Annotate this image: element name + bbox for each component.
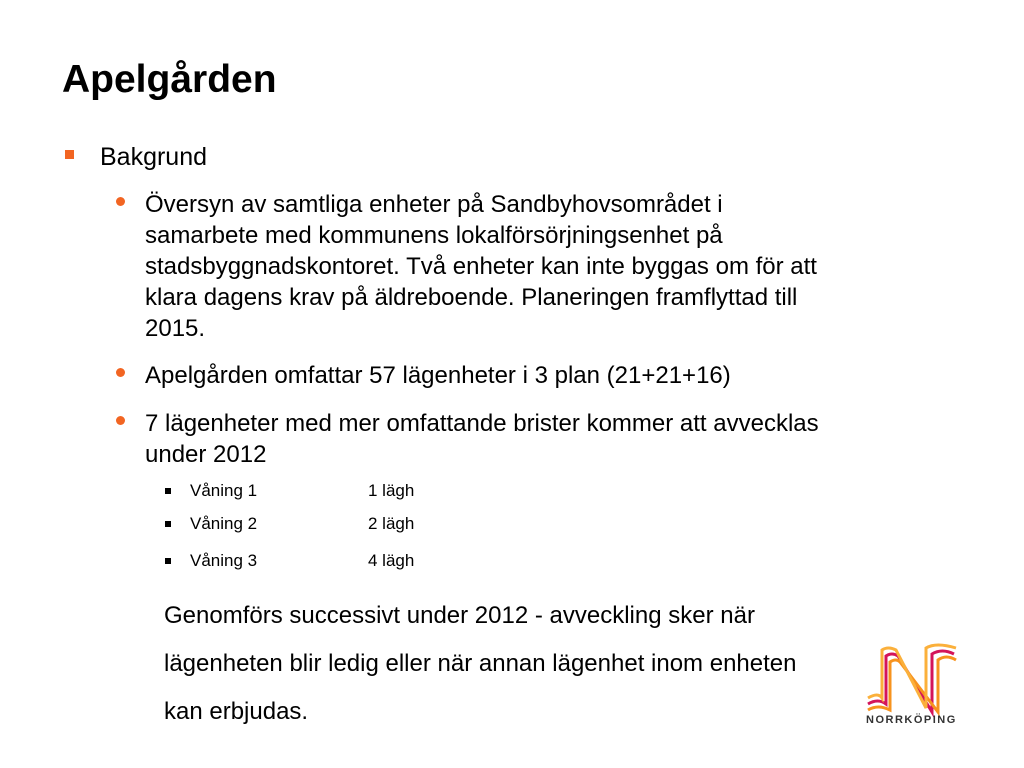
floor-2-label: Våning 2 (190, 514, 258, 533)
slide-title: Apelgården (62, 58, 277, 101)
text-line: Genomförs successivt under 2012 - avveckling sker när (164, 602, 755, 629)
floor-2-value: 2 lägh (368, 514, 415, 533)
bullet-1 (145, 189, 817, 344)
text-line: klara dagens krav på äldreboende. Planeringen framflyttad till (145, 284, 798, 311)
text-line: lägenheten blir ledig eller när annan lägenhet inom enheten (164, 650, 797, 677)
heading-bakgrund: Bakgrund (100, 143, 208, 171)
text-line: under 2012 (145, 441, 267, 468)
small-square-bullet-icon (165, 558, 171, 564)
logo-text: NORRKÖPING (866, 714, 957, 726)
square-bullet-icon (65, 150, 74, 159)
floor-1-label: Våning 1 (190, 481, 258, 500)
text-line: 2015. (145, 315, 206, 342)
bullet-dot-icon (116, 416, 125, 425)
text-line: 7 lägenheter med mer omfattande brister kommer att avvecklas (145, 410, 819, 437)
text-line: stadsbyggnadskontoret. Två enheter kan inte byggas om för att (145, 253, 817, 280)
text-line: Översyn av samtliga enheter på Sandbyhovsområdet i (145, 191, 723, 218)
small-square-bullet-icon (165, 488, 171, 494)
text-line: Apelgården omfattar 57 lägenheter i 3 plan (21+21+16) (145, 362, 731, 389)
bullet-dot-icon (116, 197, 125, 206)
text-line: samarbete med kommunens lokalförsörjningsenhet på (145, 222, 723, 249)
bullet-dot-icon (116, 368, 125, 377)
bullet-2 (145, 360, 731, 391)
bullet-3 (145, 408, 819, 470)
text-line: kan erbjudas. (164, 698, 309, 725)
floor-1-value: 1 lägh (368, 481, 415, 500)
small-square-bullet-icon (165, 521, 171, 527)
closing-paragraph (164, 592, 796, 736)
floor-3-value: 4 lägh (368, 551, 415, 570)
floor-3-label: Våning 3 (190, 551, 258, 570)
